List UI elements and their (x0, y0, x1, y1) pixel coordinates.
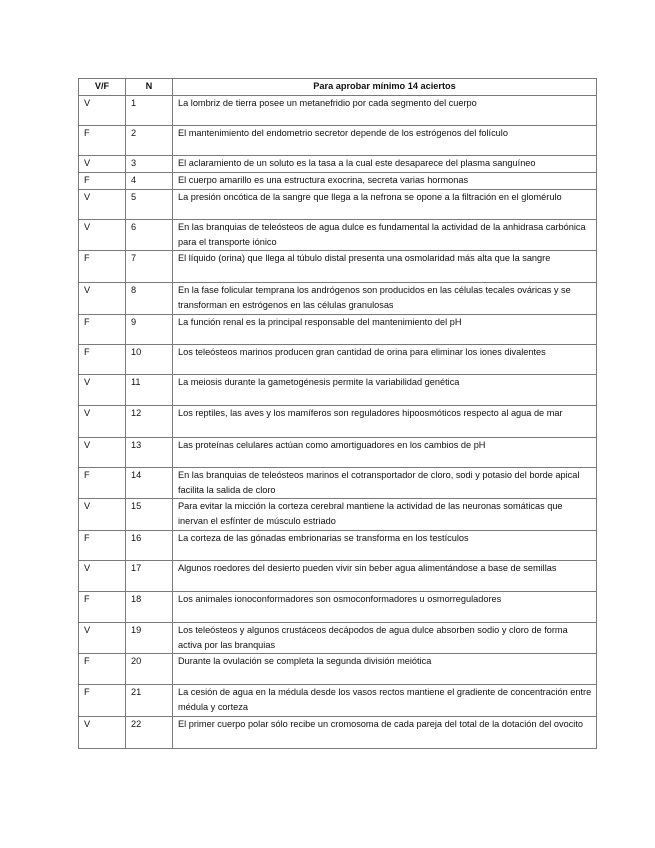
number-cell: 4 (126, 173, 173, 190)
answer-cell: V (79, 156, 126, 173)
number-cell: 20 (126, 654, 173, 685)
statement-cell: Los teleósteos marinos producen gran cantidad de orina para eliminar los iones divalentes (173, 345, 597, 375)
number-cell: 5 (126, 190, 173, 220)
number-cell: 6 (126, 220, 173, 251)
answer-cell: V (79, 623, 126, 654)
table-row (79, 468, 597, 499)
statement-cell: El líquido (orina) que llega al túbulo distal presenta una osmolaridad más alta que la sangre (173, 251, 597, 283)
table-row (79, 499, 597, 531)
statement-cell: Algunos roedores del desierto pueden vivir sin beber agua alimentándose a base de semillas (173, 561, 597, 592)
statement-cell: Los teleósteos y algunos crustáceos decápodos de agua dulce absorben sodio y cloro de forma activa por las branquias (173, 623, 597, 654)
answer-cell: V (79, 220, 126, 251)
number-cell: 21 (126, 685, 173, 717)
table-row (79, 220, 597, 251)
statement-cell: Las proteínas celulares actúan como amortiguadores en los cambios de pH (173, 438, 597, 468)
statement-cell: La función renal es la principal responsable del mantenimiento del pH (173, 315, 597, 345)
table-row (79, 345, 597, 375)
table-row (79, 406, 597, 438)
number-cell: 19 (126, 623, 173, 654)
number-cell: 2 (126, 126, 173, 156)
statement-cell: Los animales ionoconformadores son osmoconformadores u osmorreguladores (173, 592, 597, 623)
table-row (79, 173, 597, 190)
answer-cell: V (79, 717, 126, 749)
table-row (79, 685, 597, 717)
table-row (79, 96, 597, 126)
answer-cell: V (79, 406, 126, 438)
statement-cell: Durante la ovulación se completa la segunda división meiótica (173, 654, 597, 685)
number-cell: 11 (126, 375, 173, 406)
statement-cell: En la fase folicular temprana los andrógenos son producidos en las células tecales ováricas y se transforman en estrógenos en las células granulosas (173, 283, 597, 315)
table-row (79, 592, 597, 623)
statement-cell: El primer cuerpo polar sólo recibe un cromosoma de cada pareja del total de la dotación del ovocito (173, 717, 597, 749)
header-statement: Para aprobar mínimo 14 aciertos (173, 79, 597, 96)
table-row (79, 531, 597, 561)
answer-cell: F (79, 345, 126, 375)
header-vf: V/F (79, 79, 126, 96)
answer-cell: F (79, 173, 126, 190)
answer-cell: V (79, 375, 126, 406)
statement-cell: En las branquias de teleósteos marinos el cotransportador de cloro, sodi y potasio del borde apical facilita la salida de cloro (173, 468, 597, 499)
table-header-row (79, 79, 597, 96)
answers-table (78, 78, 597, 749)
number-cell: 12 (126, 406, 173, 438)
table-row (79, 251, 597, 283)
number-cell: 1 (126, 96, 173, 126)
statement-cell: La lombriz de tierra posee un metanefridio por cada segmento del cuerpo (173, 96, 597, 126)
statement-cell: Para evitar la micción la corteza cerebral mantiene la actividad de las neuronas somáticas que inervan el esfínter de músculo estriado (173, 499, 597, 531)
answer-cell: F (79, 315, 126, 345)
answer-cell: V (79, 561, 126, 592)
table-row (79, 315, 597, 345)
table-row (79, 717, 597, 749)
table-row (79, 623, 597, 654)
number-cell: 18 (126, 592, 173, 623)
answer-cell: F (79, 126, 126, 156)
answer-cell: F (79, 468, 126, 499)
number-cell: 16 (126, 531, 173, 561)
answer-cell: V (79, 438, 126, 468)
table-row (79, 375, 597, 406)
number-cell: 8 (126, 283, 173, 315)
answer-cell: V (79, 283, 126, 315)
statement-cell: El mantenimiento del endometrio secretor depende de los estrógenos del folículo (173, 126, 597, 156)
answer-cell: V (79, 96, 126, 126)
table-row (79, 190, 597, 220)
statement-cell: El aclaramiento de un soluto es la tasa a la cual este desaparece del plasma sanguíneo (173, 156, 597, 173)
statement-cell: El cuerpo amarillo es una estructura exocrina, secreta varias hormonas (173, 173, 597, 190)
number-cell: 22 (126, 717, 173, 749)
answer-cell: F (79, 685, 126, 717)
answer-cell: V (79, 499, 126, 531)
table-row (79, 156, 597, 173)
table-body (79, 96, 597, 749)
answer-cell: F (79, 251, 126, 283)
answer-cell: F (79, 592, 126, 623)
number-cell: 10 (126, 345, 173, 375)
table-row (79, 561, 597, 592)
number-cell: 3 (126, 156, 173, 173)
number-cell: 7 (126, 251, 173, 283)
header-number: N (126, 79, 173, 96)
answer-cell: F (79, 531, 126, 561)
statement-cell: La presión oncótica de la sangre que llega a la nefrona se opone a la filtración en el glomérulo (173, 190, 597, 220)
statement-cell: Los reptiles, las aves y los mamíferos son reguladores hipoosmóticos respecto al agua de mar (173, 406, 597, 438)
number-cell: 9 (126, 315, 173, 345)
statement-cell: La cesión de agua en la médula desde los vasos rectos mantiene el gradiente de concentración entre médula y corteza (173, 685, 597, 717)
answer-cell: F (79, 654, 126, 685)
number-cell: 15 (126, 499, 173, 531)
statement-cell: La meiosis durante la gametogénesis permite la variabilidad genética (173, 375, 597, 406)
table-row (79, 438, 597, 468)
number-cell: 17 (126, 561, 173, 592)
statement-cell: En las branquias de teleósteos de agua dulce es fundamental la actividad de la anhidrasa carbónica para el transporte iónico (173, 220, 597, 251)
table-row (79, 283, 597, 315)
number-cell: 14 (126, 468, 173, 499)
statement-cell: La corteza de las gónadas embrionarias se transforma en los testículos (173, 531, 597, 561)
table-row (79, 654, 597, 685)
table-row (79, 126, 597, 156)
answer-cell: V (79, 190, 126, 220)
number-cell: 13 (126, 438, 173, 468)
